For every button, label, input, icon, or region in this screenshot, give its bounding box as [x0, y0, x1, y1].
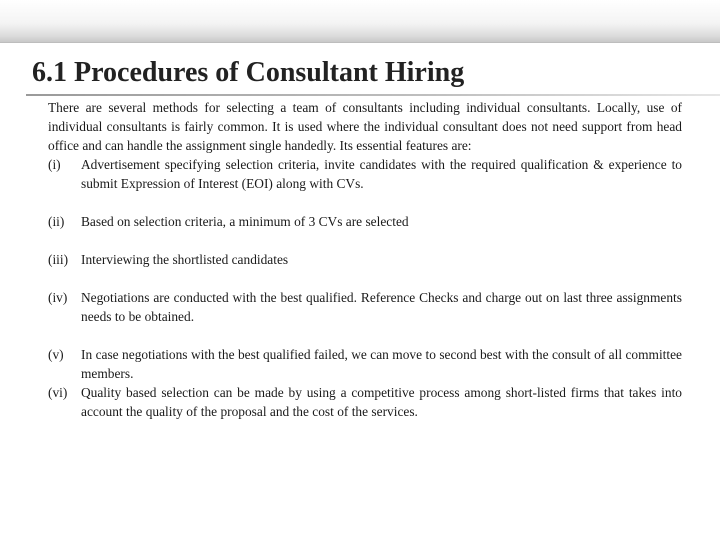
- list-item: [48, 383, 682, 421]
- intro-paragraph: There are several methods for selecting a team of consultants including individual consultants. Locally, use of individual consultants is fairly common. It is used where the individual consultant does not need support from head office and can handle the assignment single handedly. Its essential features are:: [48, 100, 682, 153]
- list-item-marker: (vi): [48, 385, 68, 400]
- list-item-text: In case negotiations with the best qualified failed, we can move to second best with the consult of all committee members.: [81, 347, 682, 381]
- list-item-text: Advertisement specifying selection criteria, invite candidates with the required qualification & experience to submit Expression of Interest (EOI) along with CVs.: [81, 157, 682, 191]
- list-item-text: Based on selection criteria, a minimum of 3 CVs are selected: [81, 214, 409, 229]
- list-item: [48, 288, 682, 326]
- list-item: [48, 345, 682, 383]
- list-item-marker: (iii): [48, 252, 69, 267]
- list-item: [48, 212, 682, 231]
- slide-title: 6.1 Procedures of Consultant Hiring: [32, 57, 465, 88]
- header-band: [0, 0, 720, 43]
- slide-body: [48, 98, 682, 421]
- list-item: [48, 155, 682, 193]
- list-item-marker: (i): [48, 157, 61, 172]
- list-item-text: Quality based selection can be made by using a competitive process among short-listed firms that takes into account the quality of the proposal and the cost of the services.: [81, 385, 682, 419]
- list-item-marker: (v): [48, 347, 64, 362]
- list-item-text: Negotiations are conducted with the best qualified. Reference Checks and charge out on last three assignments needs to be obtained.: [81, 290, 682, 324]
- list-item-marker: (ii): [48, 214, 65, 229]
- list-item-marker: (iv): [48, 290, 68, 305]
- list-item: [48, 250, 682, 269]
- list-item-text: Interviewing the shortlisted candidates: [81, 252, 289, 267]
- title-divider: [26, 94, 720, 96]
